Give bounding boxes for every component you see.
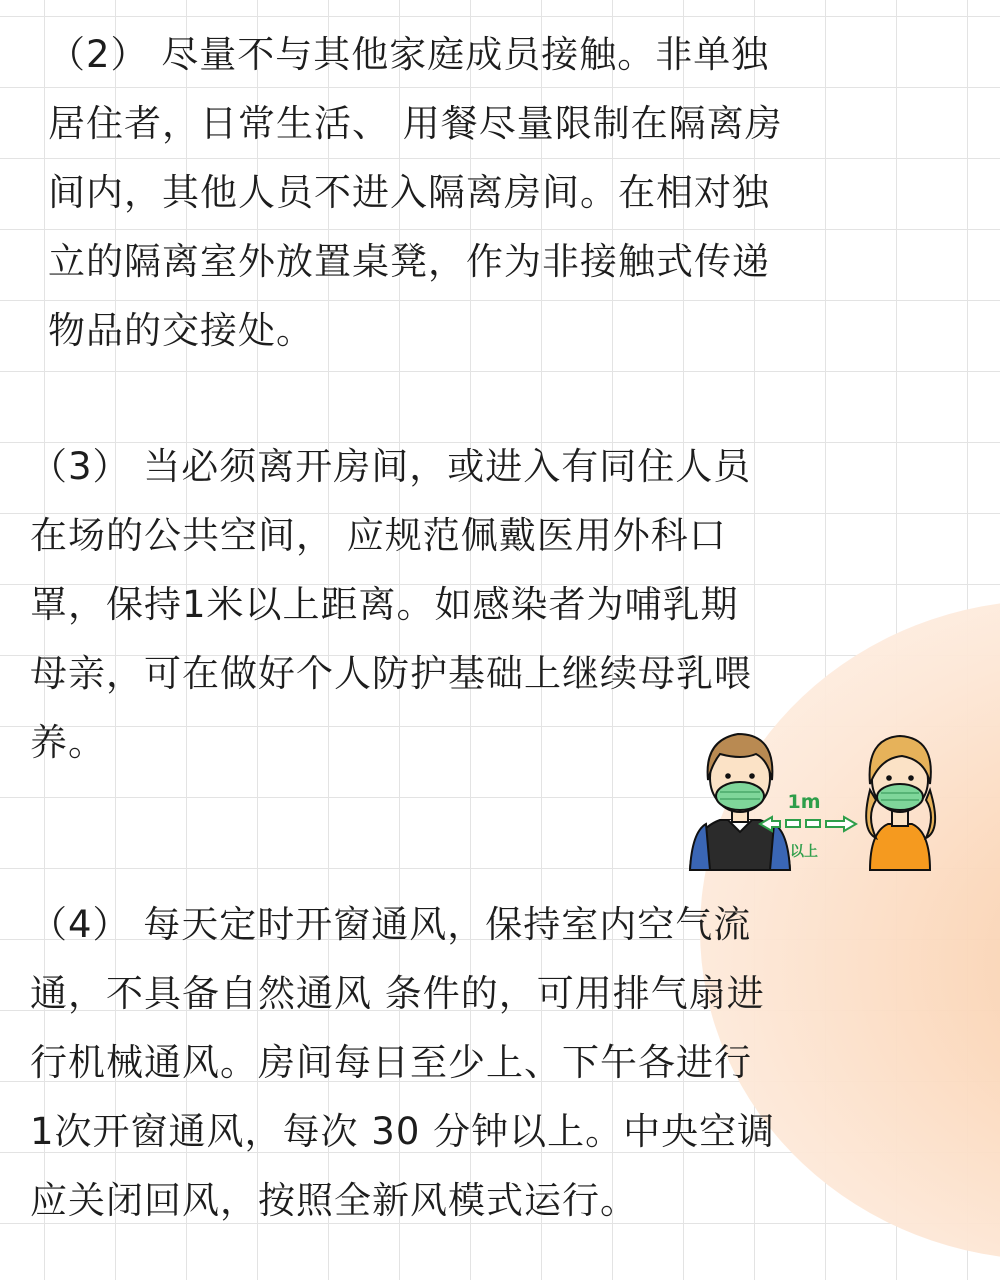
text-line: 在场的公共空间， 应规范佩戴医用外科口 [30,514,727,557]
distance-label: 1m [787,791,821,813]
paragraph-3 [30,432,752,777]
above-label: 以上 [790,844,818,860]
text-line: 居住者，日常生活、 用餐尽量限制在隔离房 [48,102,783,145]
text-line: 间内，其他人员不进入隔离房间。在相对独 [48,171,770,214]
text-line: 罩，保持1米以上距离。如感染者为哺乳期 [30,583,739,626]
social-distance-illustration [680,720,960,890]
paragraph-2 [48,20,783,365]
text-line: 养。 [30,721,106,764]
boy-figure [690,734,790,870]
text-line: （4） 每天定时开窗通风，保持室内空气流 [30,903,752,946]
text-line: 物品的交接处。 [48,309,314,352]
text-line: 1次开窗通风，每次 30 分钟以上。中央空调 [30,1110,776,1153]
girl-figure [866,736,935,870]
text-line: 立的隔离室外放置桌凳，作为非接触式传递 [48,240,770,283]
text-line: 通，不具备自然通风 条件的，可用排气扇进 [30,972,765,1015]
text-line: （2） 尽量不与其他家庭成员接触。非单独 [48,33,770,76]
text-line: 应关闭回风，按照全新风模式运行。 [30,1179,638,1222]
text-line: （3） 当必须离开房间，或进入有同住人员 [30,445,752,488]
text-line: 母亲，可在做好个人防护基础上继续母乳喂 [30,652,752,695]
social-distance-svg [680,720,960,890]
paragraph-4 [30,890,775,1235]
text-line: 行机械通风。房间每日至少上、下午各进行 [30,1041,752,1084]
